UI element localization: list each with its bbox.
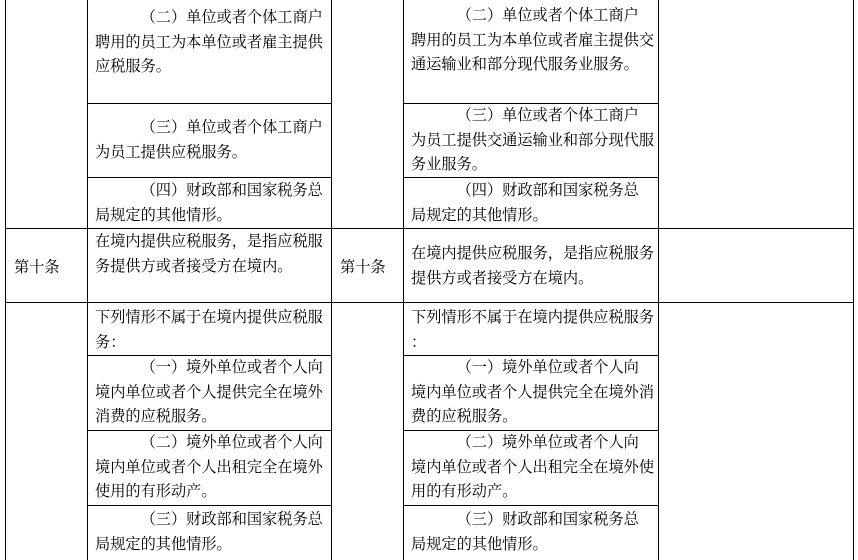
left-exclusion-3: （三）财政部和国家税务总局规定的其他情形。	[95, 510, 323, 553]
article-label-left: 第十条	[14, 258, 60, 276]
table-border	[87, 0, 88, 560]
left-article-text: 在境内提供应税服务，是指应税服务提供方或者接受方在境内。	[95, 232, 323, 275]
table-border	[87, 103, 332, 104]
right-exclusion-3: （三）财政部和国家税务总局规定的其他情形。	[411, 510, 639, 553]
right-exclusion-2: （二）境外单位或者个人向境内单位或者个人出租完全在境外使用的有形动产。	[411, 433, 654, 500]
left-clause-2: （二）单位或者个体工商户聘用的员工为本单位或者雇主提供应税服务。	[95, 8, 323, 75]
right-exclusion-1: （一）境外单位或者个人向境内单位或者个人提供完全在境外消费的应税服务。	[411, 358, 654, 425]
left-exclusion-intro: 下列情形不属于在境内提供应税服务：	[95, 308, 323, 351]
left-clause-4: （四）财政部和国家税务总局规定的其他情形。	[95, 181, 323, 224]
table-border	[403, 0, 404, 560]
left-exclusion-2: （二）境外单位或者个人向境内单位或者个人出租完全在境外使用的有形动产。	[95, 433, 323, 500]
table-border	[87, 505, 332, 506]
table-border	[658, 0, 659, 560]
article-label-right: 第十条	[340, 258, 386, 276]
left-clause-3: （三）单位或者个体工商户为员工提供应税服务。	[95, 118, 323, 161]
right-clause-2: （二）单位或者个体工商户聘用的员工为本单位或者雇主提供交通运输业和部分现代服务业服务。	[411, 6, 654, 73]
table-border	[5, 0, 6, 560]
right-clause-4: （四）财政部和国家税务总局规定的其他情形。	[411, 181, 639, 224]
left-exclusion-1: （一）境外单位或者个人向境内单位或者个人提供完全在境外消费的应税服务。	[95, 358, 323, 425]
right-exclusion-intro: 下列情形不属于在境内提供应税服务：	[411, 308, 654, 351]
right-article-text: 在境内提供应税服务，是指应税服务提供方或者接受方在境内。	[411, 244, 654, 287]
table-border	[853, 0, 854, 560]
table-border	[403, 505, 659, 506]
row-separator	[5, 302, 854, 303]
right-clause-3: （三）单位或者个体工商户为员工提供交通运输业和部分现代服务业服务。	[411, 106, 654, 173]
table-border	[331, 0, 332, 560]
